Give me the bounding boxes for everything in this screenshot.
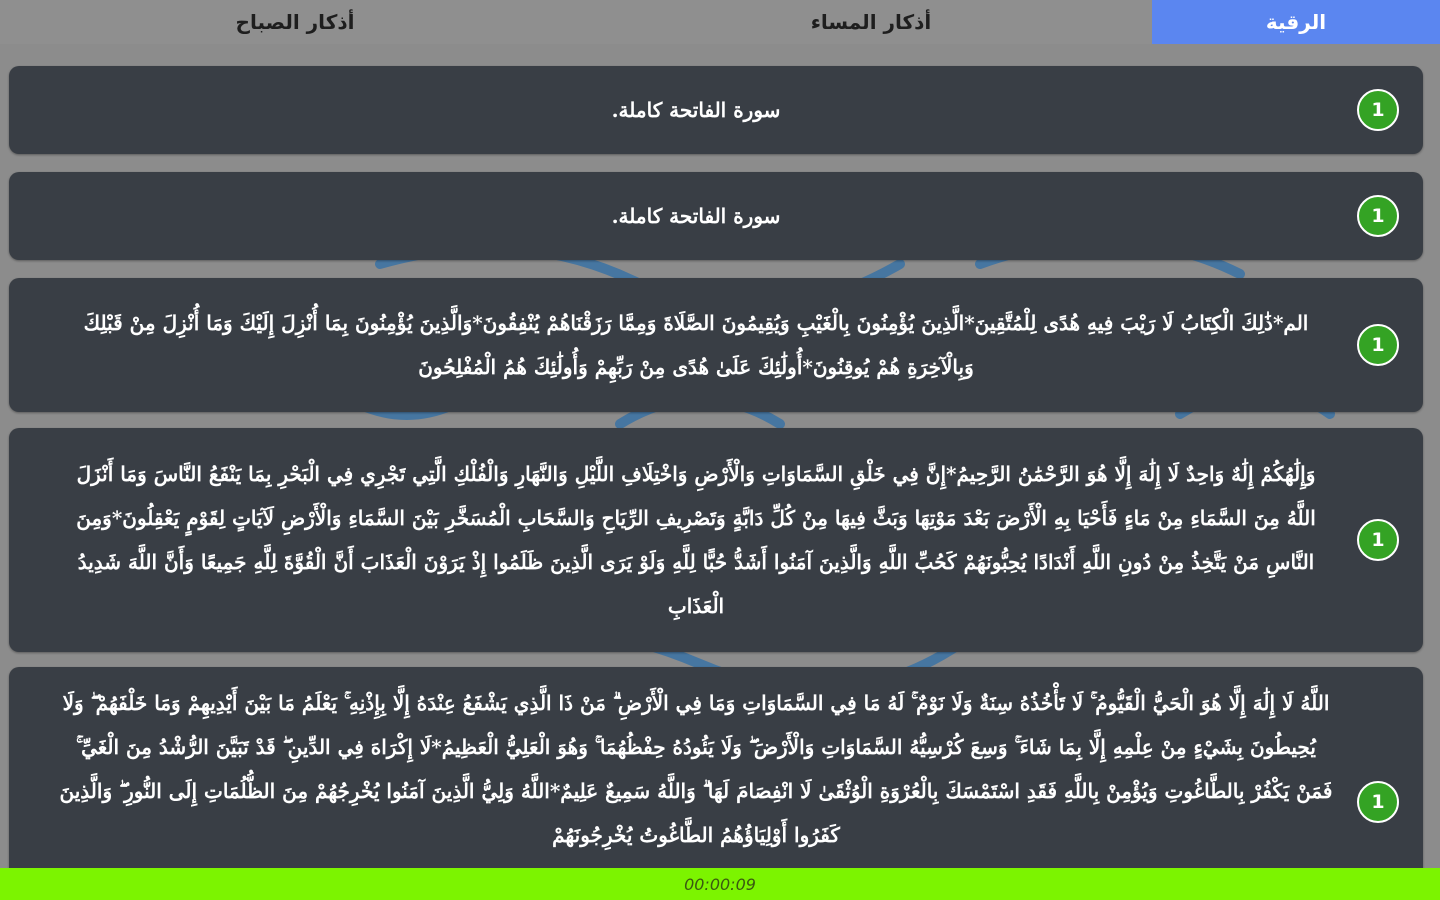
list-item[interactable]: [9, 66, 1423, 154]
tab-morning-adhkar[interactable]: أذكار الصباح: [235, 10, 355, 34]
tab-bar: [0, 0, 1440, 44]
list-item[interactable]: [9, 667, 1423, 868]
timer-bar: [0, 868, 1440, 900]
dhikr-text: الم*ذَٰلِكَ الْكِتَابُ لَا رَيْبَ فِيهِ هُدًى لِلْمُتَّقِينَ*الَّذِينَ يُؤْمِنُونَ بِالْغَيْبِ وَيُقِيمُونَ الصَّلَاةَ وَمِمَّا رَزَقْنَاهُمْ يُنْفِقُونَ*وَالَّذِينَ يُؤْمِنُونَ بِمَا أُنْزِلَ إِلَيْكَ وَمَا أُنْزِلَ مِنْ قَبْلِكَ وَبِالْآخِرَةِ هُمْ يُوقِنُونَ*أُولَٰئِكَ عَلَىٰ هُدًى مِنْ رَبِّهِمْ وَأُولَٰئِكَ هُمُ الْمُفْلِحُونَ: [83, 311, 1309, 379]
list-item[interactable]: [9, 428, 1423, 652]
list-item[interactable]: [9, 278, 1423, 412]
list-item[interactable]: [9, 172, 1423, 260]
count-badge[interactable]: 1: [1357, 195, 1399, 237]
count-badge[interactable]: 1: [1357, 781, 1399, 823]
tab-evening-adhkar[interactable]: أذكار المساء: [810, 10, 932, 34]
count-badge[interactable]: 1: [1357, 519, 1399, 561]
adhkar-list[interactable]: [0, 44, 1440, 868]
count-badge[interactable]: 1: [1357, 89, 1399, 131]
count-badge[interactable]: 1: [1357, 324, 1399, 366]
tab-ruqya[interactable]: الرقية: [1152, 0, 1440, 44]
dhikr-text: وَإِلَٰهُكُمْ إِلَٰهٌ وَاحِدٌ لَا إِلَٰهَ إِلَّا هُوَ الرَّحْمَٰنُ الرَّحِيمُ*إِنَّ فِي خَلْقِ السَّمَاوَاتِ وَالْأَرْضِ وَاخْتِلَافِ اللَّيْلِ وَالنَّهَارِ وَالْفُلْكِ الَّتِي تَجْرِي فِي الْبَحْرِ بِمَا يَنْفَعُ النَّاسَ وَمَا أَنْزَلَ اللَّهُ مِنَ السَّمَاءِ مِنْ مَاءٍ فَأَحْيَا بِهِ الْأَرْضَ بَعْدَ مَوْتِهَا وَبَثَّ فِيهَا مِنْ كُلِّ دَابَّةٍ وَتَصْرِيفِ الرِّيَاحِ وَالسَّحَابِ الْمُسَخَّرِ بَيْنَ السَّمَاءِ وَالْأَرْضِ لَآيَاتٍ لِقَوْمٍ يَعْقِلُونَ*وَمِنَ النَّاسِ مَنْ يَتَّخِذُ مِنْ دُونِ اللَّهِ أَنْدَادًا يُحِبُّونَهُمْ كَحُبِّ اللَّهِ وَالَّذِينَ آمَنُوا أَشَدُّ حُبًّا لِلَّهِ وَلَوْ يَرَى الَّذِينَ ظَلَمُوا إِذْ يَرَوْنَ الْعَذَابَ أَنَّ الْقُوَّةَ لِلَّهِ جَمِيعًا وَأَنَّ اللَّهَ شَدِيدُ الْعَذَابِ: [76, 462, 1316, 618]
dhikr-text: سورة الفاتحة كاملة.: [611, 204, 781, 228]
dhikr-text: اللَّهُ لَا إِلَٰهَ إِلَّا هُوَ الْحَيُّ الْقَيُّومُ ۚ لَا تَأْخُذُهُ سِنَةٌ وَلَا نَوْمٌ ۚ لَهُ مَا فِي السَّمَاوَاتِ وَمَا فِي الْأَرْضِ ۗ مَنْ ذَا الَّذِي يَشْفَعُ عِنْدَهُ إِلَّا بِإِذْنِهِ ۚ يَعْلَمُ مَا بَيْنَ أَيْدِيهِمْ وَمَا خَلْفَهُمْ ۖ وَلَا يُحِيطُونَ بِشَيْءٍ مِنْ عِلْمِهِ إِلَّا بِمَا شَاءَ ۚ وَسِعَ كُرْسِيُّهُ السَّمَاوَاتِ وَالْأَرْضَ ۖ وَلَا يَئُودُهُ حِفْظُهُمَا ۚ وَهُوَ الْعَلِيُّ الْعَظِيمُ*لَا إِكْرَاهَ فِي الدِّينِ ۖ قَدْ تَبَيَّنَ الرُّشْدُ مِنَ الْغَيِّ ۚ فَمَنْ يَكْفُرْ بِالطَّاغُوتِ وَيُؤْمِنْ بِاللَّهِ فَقَدِ اسْتَمْسَكَ بِالْعُرْوَةِ الْوُثْقَىٰ لَا انْفِصَامَ لَهَا ۗ وَاللَّهُ سَمِيعٌ عَلِيمٌ*اللَّهُ وَلِيُّ الَّذِينَ آمَنُوا يُخْرِجُهُمْ مِنَ الظُّلُمَاتِ إِلَى النُّورِ ۖ وَالَّذِينَ كَفَرُوا أَوْلِيَاؤُهُمُ الطَّاغُوتُ يُخْرِجُونَهُمْ: [59, 691, 1333, 847]
dhikr-text: سورة الفاتحة كاملة.: [611, 98, 781, 122]
elapsed-timer: 00:00:09: [684, 874, 756, 894]
